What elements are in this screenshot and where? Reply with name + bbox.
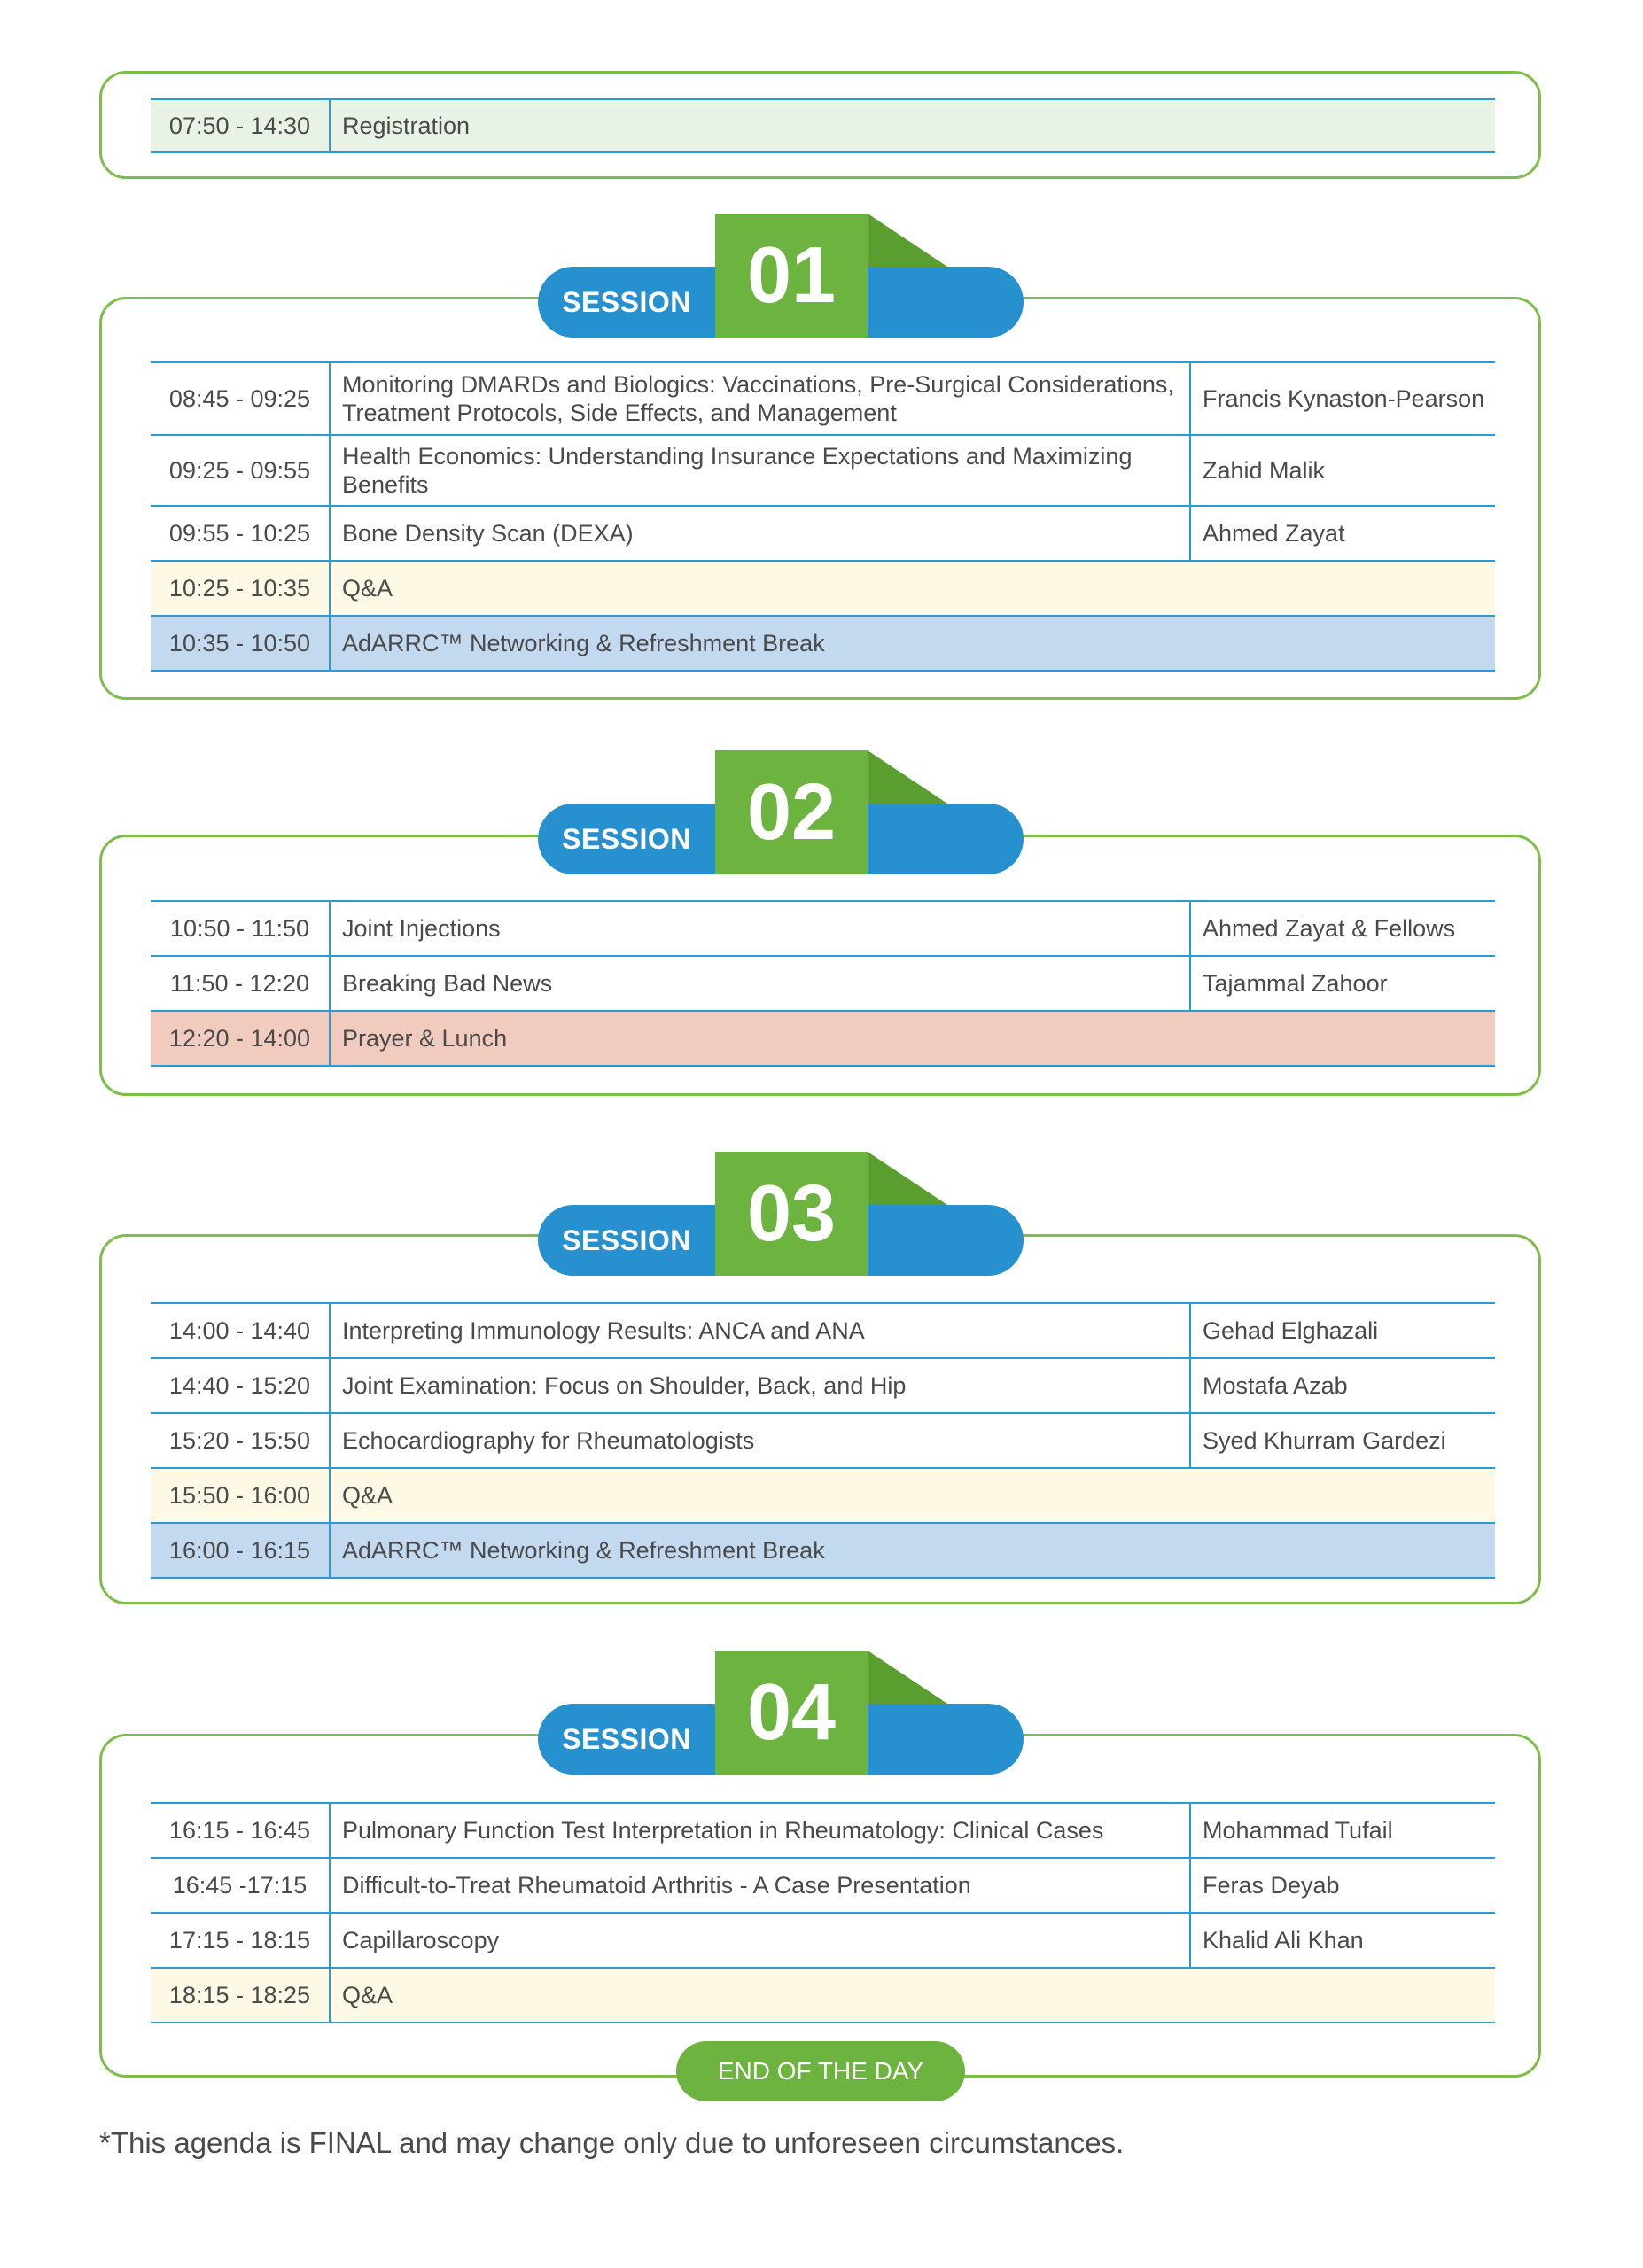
title-cell: Q&A [342, 1482, 393, 1509]
session-label: SESSION [562, 822, 691, 855]
title-cell: Interpreting Immunology Results: ANCA and ANA [342, 1317, 865, 1344]
time-cell: 08:45 - 09:25 [151, 363, 331, 434]
qa-row [151, 1969, 1495, 2023]
session-label: SESSION [562, 285, 691, 318]
speaker-cell: Zahid Malik [1189, 436, 1495, 505]
session-number: 03 [715, 1152, 868, 1276]
table-row [151, 436, 1495, 507]
time-cell: 16:15 - 16:45 [151, 1804, 331, 1857]
session-1-box [99, 297, 1541, 700]
table-row [151, 507, 1495, 562]
registration-box [99, 71, 1541, 179]
title-cell: Monitoring DMARDs and Biologics: Vaccinations, Pre-Surgical Considerations, Treatment Protocols, Side Effects, and Management [342, 371, 1174, 426]
title-cell: Bone Density Scan (DEXA) [342, 520, 634, 547]
session-1-header [538, 214, 1024, 338]
session-2-header [538, 750, 1024, 874]
table-row [151, 1859, 1495, 1914]
title-cell: AdARRC™ Networking & Refreshment Break [342, 1537, 825, 1564]
title-cell: Joint Examination: Focus on Shoulder, Back, and Hip [342, 1372, 907, 1399]
session-number: 01 [715, 214, 868, 338]
title-cell: Pulmonary Function Test Interpretation in Rheumatology: Clinical Cases [342, 1817, 1104, 1844]
title-cell: Registration [342, 113, 471, 139]
speaker-cell: Ahmed Zayat [1189, 507, 1495, 560]
time-cell: 15:20 - 15:50 [151, 1414, 331, 1467]
session-3-table [151, 1302, 1495, 1579]
break-row [151, 1524, 1495, 1579]
time-cell: 09:25 - 09:55 [151, 436, 331, 505]
session-number: 04 [715, 1651, 868, 1775]
title-cell: AdARRC™ Networking & Refreshment Break [342, 630, 825, 656]
table-row [151, 1914, 1495, 1969]
table-row [151, 1804, 1495, 1859]
time-cell: 11:50 - 12:20 [151, 957, 331, 1010]
qa-row [151, 562, 1495, 617]
speaker-cell: Khalid Ali Khan [1189, 1914, 1495, 1967]
session-label: SESSION [562, 1223, 691, 1256]
title-cell: Prayer & Lunch [342, 1025, 508, 1052]
session-label: SESSION [562, 1722, 691, 1755]
speaker-cell: Ahmed Zayat & Fellows [1189, 902, 1495, 955]
title-cell: Capillaroscopy [342, 1927, 500, 1953]
footnote: *This agenda is FINAL and may change only due to unforeseen circumstances. [99, 2126, 1125, 2159]
time-cell: 10:25 - 10:35 [151, 562, 331, 615]
title-cell: Q&A [342, 1982, 393, 2008]
break-row [151, 617, 1495, 672]
speaker-cell: Feras Deyab [1189, 1859, 1495, 1912]
speaker-cell: Syed Khurram Gardezi [1189, 1414, 1495, 1467]
time-cell: 14:40 - 15:20 [151, 1359, 331, 1412]
time-cell: 16:00 - 16:15 [151, 1524, 331, 1577]
time-cell: 16:45 -17:15 [151, 1859, 331, 1912]
session-4-table [151, 1802, 1495, 2023]
title-cell: Difficult-to-Treat Rheumatoid Arthritis - A Case Presentation [342, 1872, 971, 1899]
speaker-cell: Gehad Elghazali [1189, 1304, 1495, 1357]
time-cell: 15:50 - 16:00 [151, 1469, 331, 1522]
title-cell: Q&A [342, 575, 393, 602]
table-row [151, 902, 1495, 957]
table-row [151, 1414, 1495, 1469]
time-cell: 12:20 - 14:00 [151, 1012, 331, 1065]
qa-row [151, 1469, 1495, 1524]
session-2-table [151, 900, 1495, 1067]
title-cell: Echocardiography for Rheumatologists [342, 1427, 755, 1454]
session-4-box [99, 1734, 1541, 2078]
speaker-cell: Francis Kynaston-Pearson [1189, 363, 1495, 434]
session-4-header [538, 1651, 1024, 1775]
time-cell: 14:00 - 14:40 [151, 1304, 331, 1357]
table-row [151, 1359, 1495, 1414]
title-cell: Breaking Bad News [342, 970, 553, 997]
end-of-day-badge: END OF THE DAY [676, 2041, 965, 2101]
time-cell: 10:50 - 11:50 [151, 902, 331, 955]
lunch-row [151, 1012, 1495, 1067]
table-row [151, 1304, 1495, 1359]
table-row [151, 100, 1495, 153]
table-row [151, 957, 1495, 1012]
speaker-cell: Mostafa Azab [1189, 1359, 1495, 1412]
title-cell: Health Economics: Understanding Insurance Expectations and Maximizing Benefits [342, 443, 1133, 498]
time-cell: 17:15 - 18:15 [151, 1914, 331, 1967]
speaker-cell: Mohammad Tufail [1189, 1804, 1495, 1857]
session-3-box [99, 1234, 1541, 1604]
table-row [151, 363, 1495, 436]
registration-table [151, 98, 1495, 153]
time-cell: 07:50 - 14:30 [151, 100, 331, 151]
time-cell: 10:35 - 10:50 [151, 617, 331, 670]
session-number: 02 [715, 750, 868, 874]
title-cell: Joint Injections [342, 915, 501, 942]
session-3-header [538, 1152, 1024, 1276]
session-1-table [151, 361, 1495, 672]
speaker-cell: Tajammal Zahoor [1189, 957, 1495, 1010]
time-cell: 18:15 - 18:25 [151, 1969, 331, 2022]
time-cell: 09:55 - 10:25 [151, 507, 331, 560]
